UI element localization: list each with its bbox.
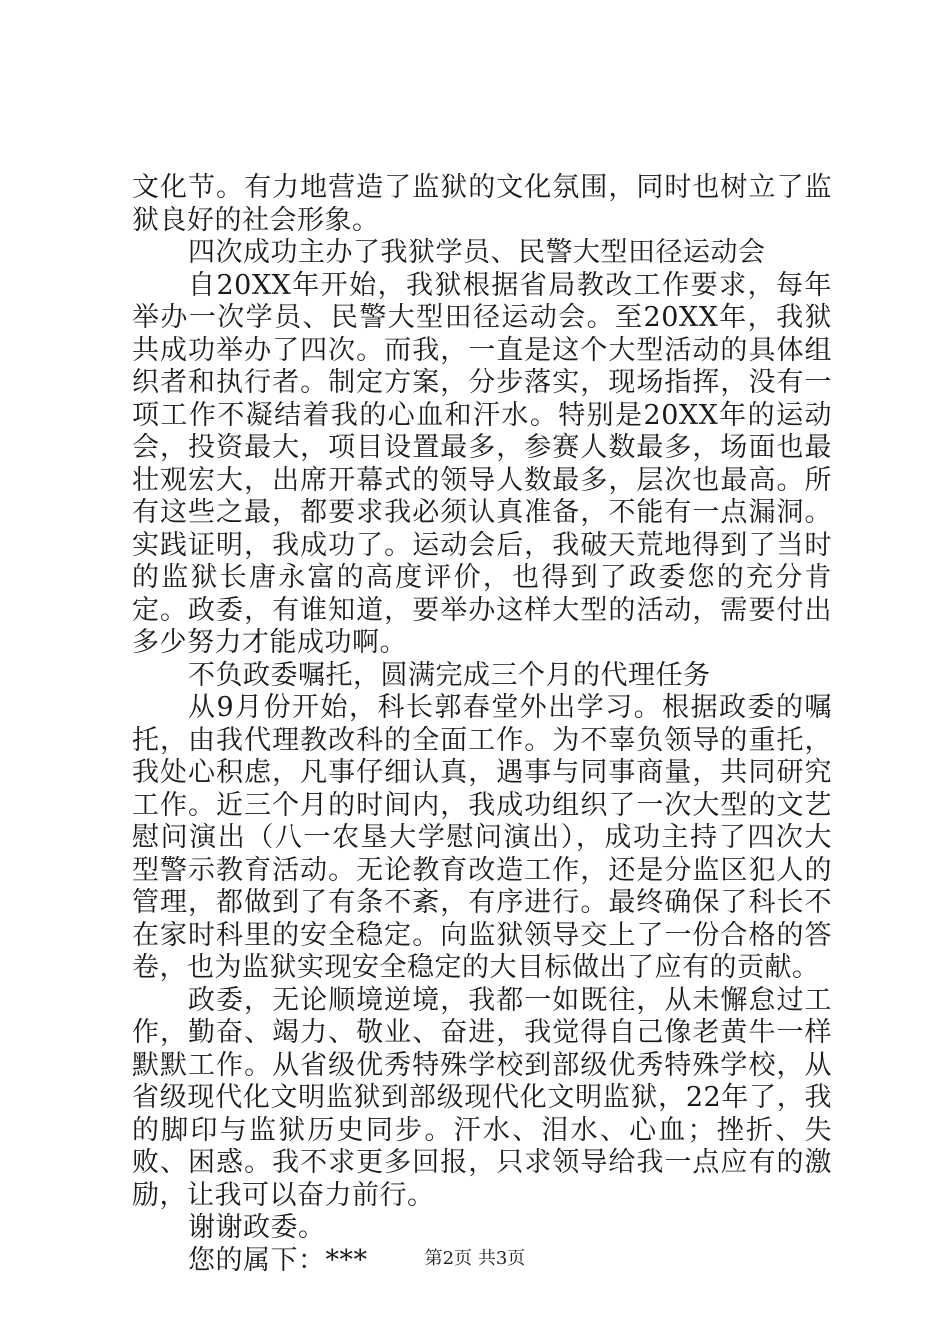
thanks-line: 谢谢政委。 <box>188 1212 326 1243</box>
heading-sports-meet: 四次成功主办了我狱学员、民警大型田径运动会 <box>188 237 766 268</box>
paragraph-sports-meet: 自20XX年开始，我狱根据省局教改工作要求，每年举办一次学员、民警大型田径运动会。至20XX年，我狱共成功举办了四次。而我，一直是这个大型活动的具体组织者和执行者。制定方案，分步落实，现场指挥，没有一项工作不凝结着我的心血和汗水。特别是20XX年的运动会，投资最大，项目设置最多，参赛人数最多，场面也最壮观宏大，出席开幕式的领导人数最多，层次也最高。所有这些之最，都要求我必须认真准备，不能有一点漏洞。实践证明，我成功了。运动会后，我破天荒地得到了当时的监狱长唐永富的高度评价，也得到了政委您的充分肯定。政委，有谁知道，要举办这样大型的活动，需要付出多少努力才能成功啊。 <box>132 269 832 658</box>
paragraph-cultural-festival: 文化节。有力地营造了监狱的文化氛围，同时也树立了监狱良好的社会形象。 <box>132 172 832 236</box>
signature-line: 您的属下：*** <box>188 1244 368 1276</box>
document-body <box>132 172 832 1277</box>
page-number: 第2页 共3页 <box>424 1248 526 1269</box>
paragraph-closing: 政委，无论顺境逆境，我都一如既往，从未懈怠过工作，勤奋、竭力、敬业、奋进，我觉得自己像老黄牛一样默默工作。从省级优秀特殊学校到部级优秀特殊学校，从省级现代化文明监狱到部级现代化文明监狱，22年了，我的脚印与监狱历史同步。汗水、泪水、心血；挫折、失败、困惑。我不求更多回报，只求领导给我一点应有的激励，让我可以奋力前行。 <box>132 984 832 1211</box>
paragraph-acting-duty: 从9月份开始，科长郭春堂外出学习。根据政委的嘱托，由我代理教改科的全面工作。为不辜负领导的重托，我处心积虑，凡事仔细认真，遇事与同事商量，共同研究工作。近三个月的时间内，我成功组织了一次大型的文艺慰问演出（八一农垦大学慰问演出），成功主持了四次大型警示教育活动。无论教育改造工作，还是分监区犯人的管理，都做到了有条不紊，有序进行。最终确保了科长不在家时科里的安全稳定。向监狱领导交上了一份合格的答卷，也为监狱实现安全稳定的大目标做出了应有的贡献。 <box>132 692 832 983</box>
heading-acting-duty: 不负政委嘱托，圆满完成三个月的代理任务 <box>188 659 711 691</box>
